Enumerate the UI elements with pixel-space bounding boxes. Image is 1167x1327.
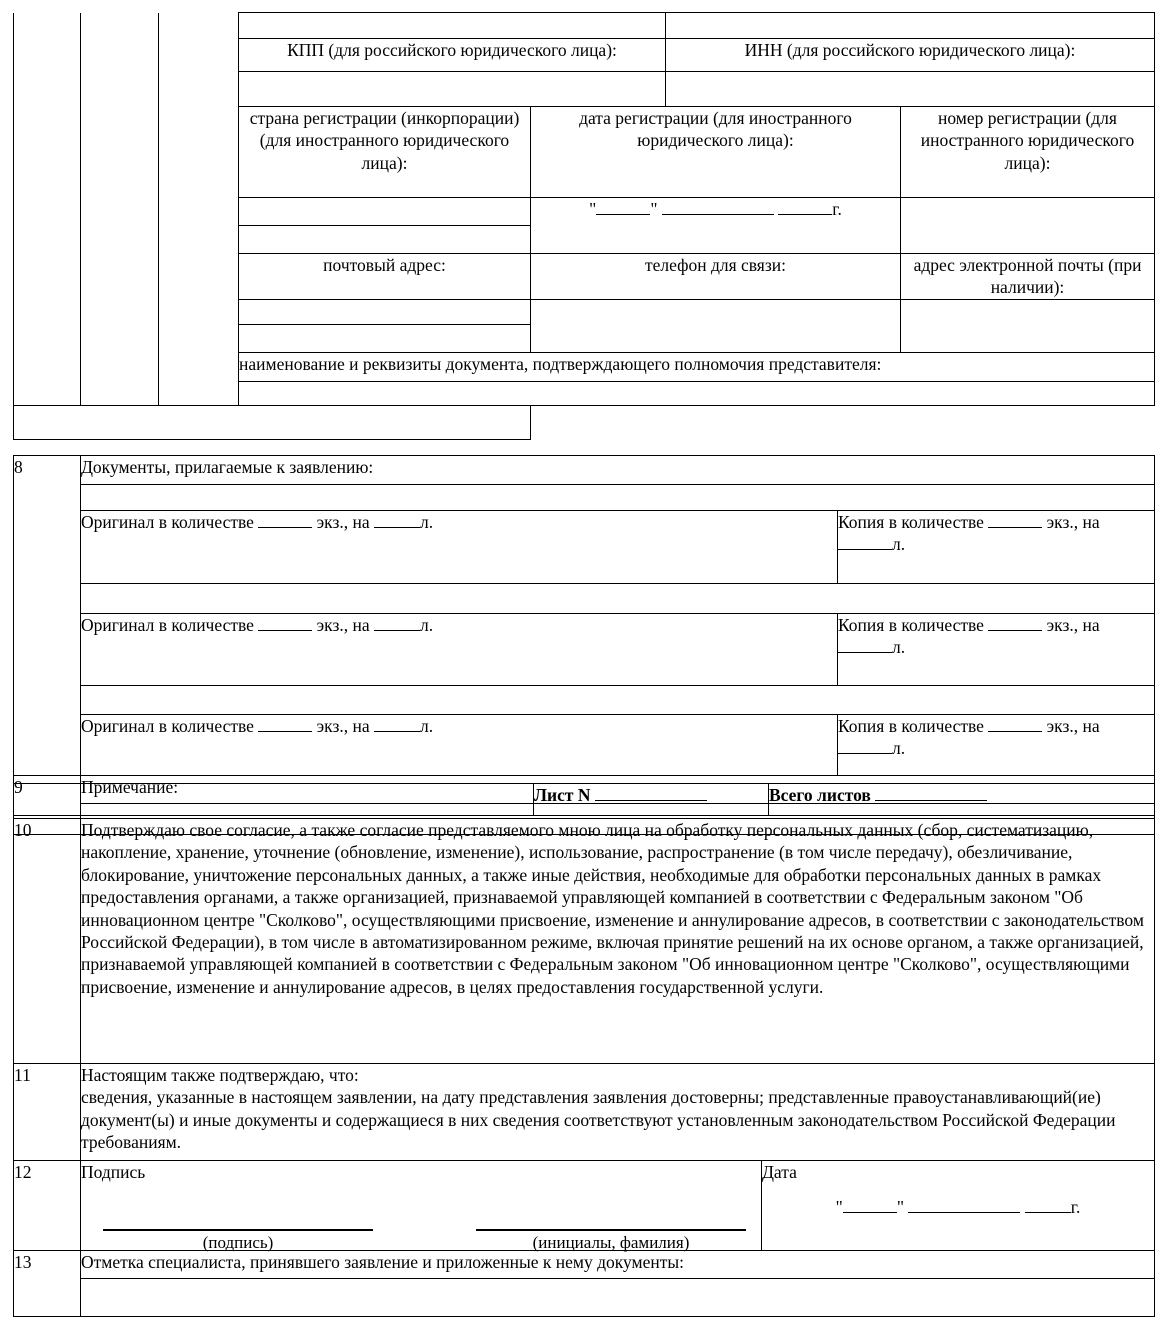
date-year-suffix: г.: [832, 199, 842, 219]
row-8-number: 8: [14, 456, 81, 776]
row-10-consent-text: Подтверждаю свое согласие, а также согласие представляемого мною лица на обработку персональных данных (сбор, систематизацию, накопление, хранение, уточнение (обновление, изменение), использование, распространение (в том числе передачу), обезличивание, блокирование, уничтожение персональных данных, а также иные действия, необходимые для обработки персональных данных в рамках предоставления органами, а также организацией, признаваемой управляющей компанией в соответствии с Федеральным законом "Об инновационном центре "Сколково", осуществляющими присвоение, изменение и аннулирование адресов, в соответствии с законодательством Российской Федерации), в том числе в автоматизированном режиме, включая принятие решений на их основе органом, а также организацией, признаваемой управляющей компанией в соответствии с Федеральным законом "Об инновационном центре "Сколково", осуществляющими присвоение, изменение и аннулирование адресов, в целях предоставления государственной услуги.: [81, 819, 1155, 1064]
original-prefix-1: Оригинал в количестве: [81, 512, 254, 532]
blank-cell-left[interactable]: [239, 13, 666, 39]
kpp-label: КПП (для российского юридического лица):: [239, 39, 666, 72]
row-11-number: 11: [14, 1064, 81, 1161]
row12-date-year-blank[interactable]: [1025, 1212, 1071, 1213]
row-11-line-2: сведения, указанные в настоящем заявлении, на дату представления заявления достоверны; представленные правоустанавливающий(ие) документ(ы) и иные документы и содержащиеся в них сведения соответствуют установленным законодательством Российской Федерации требованиям.: [81, 1087, 1116, 1153]
initials-caption: (инициалы, фамилия): [532, 1232, 690, 1252]
total-sheets-label: Всего листов: [769, 785, 871, 805]
original-sheets-blank-3[interactable]: [374, 731, 420, 732]
authority-document-input-line1[interactable]: [239, 381, 1155, 405]
original-mid-3: экз., на: [316, 716, 370, 736]
original-suffix-1: л.: [420, 512, 434, 532]
copy-sheets-blank-2[interactable]: [838, 652, 892, 653]
total-sheets-cell[interactable]: [769, 784, 1155, 816]
row12-date-month-blank[interactable]: [908, 1212, 1020, 1213]
sheet-number-blank[interactable]: [595, 800, 707, 801]
original-sheets-blank-1[interactable]: [374, 527, 420, 528]
row-8: [14, 456, 1155, 485]
row-10: [14, 819, 1155, 1064]
top-section-table: [13, 12, 1155, 440]
copy-count-blank-3[interactable]: [988, 731, 1042, 732]
row-12-number: 12: [14, 1161, 81, 1251]
original-suffix-2: л.: [420, 615, 434, 635]
row-13-input-row: [14, 1279, 1155, 1317]
row12-date-quote-close: ": [896, 1196, 904, 1217]
initials-write-line[interactable]: [476, 1229, 746, 1231]
original-entry-1[interactable]: [81, 511, 838, 584]
left-spacer-col-3: [159, 13, 239, 406]
number-registration-input[interactable]: [901, 198, 1155, 254]
original-entry-3[interactable]: [81, 715, 838, 776]
sheet-label: Лист N: [534, 785, 591, 805]
copy-suffix-1: л.: [892, 534, 906, 555]
row-8-spacer-2[interactable]: [81, 584, 1155, 614]
copy-count-blank-1[interactable]: [988, 527, 1042, 528]
row-13-number: 13: [14, 1251, 81, 1317]
row-8-blank-a: [14, 485, 1155, 511]
row12-date-quote-open: ": [835, 1196, 843, 1217]
copy-sheets-blank-3[interactable]: [838, 753, 892, 754]
country-registration-label: страна регистрации (инкорпорации) (для иностранного юридического лица):: [239, 107, 531, 198]
original-count-blank-1[interactable]: [258, 527, 312, 528]
row-8-spacer-3[interactable]: [81, 686, 1155, 715]
date-quote-close: ": [650, 199, 658, 219]
inn-label: ИНН (для российского юридического лица):: [666, 39, 1155, 72]
original-entry-2[interactable]: [81, 614, 838, 686]
copy-count-blank-2[interactable]: [988, 630, 1042, 631]
left-spacer-col-2: [81, 13, 159, 406]
original-prefix-3: Оригинал в количестве: [81, 716, 254, 736]
row-8-blank-b: [14, 584, 1155, 614]
row-13-title-row: [14, 1251, 1155, 1279]
signature-field-area[interactable]: [81, 1189, 762, 1251]
top-blank-row: [14, 13, 1155, 39]
original-sheets-blank-2[interactable]: [374, 630, 420, 631]
copy-suffix-2: л.: [892, 637, 906, 658]
copy-prefix-2: Копия в количестве: [838, 615, 984, 635]
sheet-number-table: [13, 783, 1155, 816]
kpp-input[interactable]: [239, 72, 666, 107]
original-mid-1: экз., на: [316, 512, 370, 532]
date-registration-label: дата регистрации (для иностранного юридического лица):: [531, 107, 901, 198]
original-prefix-2: Оригинал в количестве: [81, 615, 254, 635]
date-label: Дата: [762, 1161, 1155, 1189]
date-year-blank[interactable]: [778, 214, 832, 215]
email-input[interactable]: [901, 299, 1155, 352]
row-10-number: 10: [14, 819, 81, 1064]
country-registration-input-line1[interactable]: [239, 198, 531, 226]
copy-prefix-1: Копия в количестве: [838, 512, 984, 532]
sheet-row-empty: [14, 784, 534, 816]
copy-mid-1: экз., на: [1046, 512, 1100, 532]
authority-document-label: наименование и реквизиты документа, подтверждающего полномочия представителя:: [239, 352, 1155, 381]
copy-entry-3[interactable]: [838, 715, 1155, 776]
authority-input-row-b: [14, 405, 1155, 439]
sheet-number-cell[interactable]: [534, 784, 769, 816]
signature-caption: (подпись): [202, 1232, 274, 1252]
row-8-title: Документы, прилагаемые к заявлению:: [81, 456, 1155, 485]
number-registration-label: номер регистрации (для иностранного юридического лица):: [901, 107, 1155, 198]
copy-sheets-blank-1[interactable]: [838, 549, 892, 550]
original-mid-2: экз., на: [316, 615, 370, 635]
postal-address-label: почтовый адрес:: [239, 254, 531, 300]
original-suffix-3: л.: [420, 716, 434, 736]
copy-mid-2: экз., на: [1046, 615, 1100, 635]
row-11-confirmation: [81, 1064, 1155, 1161]
copy-suffix-3: л.: [892, 738, 906, 759]
date-month-blank[interactable]: [662, 214, 774, 215]
row12-date-day-blank[interactable]: [843, 1212, 897, 1213]
registration-date-field[interactable]: [531, 198, 901, 254]
email-label: адрес электронной почты (при наличии):: [901, 254, 1155, 300]
row-8-blank-c: [14, 686, 1155, 715]
sheet-number-row: [14, 784, 1155, 816]
row-8-spacer-1[interactable]: [81, 485, 1155, 511]
signature-write-line[interactable]: [103, 1229, 373, 1231]
postal-address-input-line2[interactable]: [239, 324, 531, 352]
original-count-blank-3[interactable]: [258, 731, 312, 732]
phone-label: телефон для связи:: [531, 254, 901, 300]
row-13-title: Отметка специалиста, принявшего заявление и приложенные к нему документы:: [81, 1251, 1155, 1279]
date-field-area[interactable]: [762, 1189, 1155, 1251]
total-sheets-blank[interactable]: [875, 800, 987, 801]
row-12-labels: [14, 1161, 1155, 1189]
copy-prefix-3: Копия в количестве: [838, 716, 984, 736]
copy-mid-3: экз., на: [1046, 716, 1100, 736]
row-9-number: 9: [14, 776, 81, 835]
date-day-blank[interactable]: [596, 214, 650, 215]
row-11-line-1: Настоящим также подтверждаю, что:: [81, 1065, 359, 1085]
authority-document-input-line2[interactable]: [14, 405, 531, 439]
row-9-title: Примечание:: [81, 776, 1155, 804]
row-13-specialist-input[interactable]: [81, 1279, 1155, 1317]
postal-address-input-line1[interactable]: [239, 299, 531, 324]
copy-entry-2[interactable]: [838, 614, 1155, 686]
attachment-entry-2: [14, 614, 1155, 686]
row-11: [14, 1064, 1155, 1161]
row12-date-year-suffix: г.: [1070, 1196, 1081, 1217]
date-quote-open: ": [589, 199, 597, 219]
blank-cell-right[interactable]: [666, 13, 1155, 39]
inn-input[interactable]: [666, 72, 1155, 107]
left-spacer-col-1: [14, 13, 81, 406]
country-registration-input-line2[interactable]: [239, 226, 531, 254]
lower-section-table: [13, 455, 1155, 835]
consent-section-table: [13, 818, 1155, 1317]
row-12-fields: [14, 1189, 1155, 1251]
phone-input[interactable]: [531, 299, 901, 352]
attachment-entry-3: [14, 715, 1155, 776]
original-count-blank-2[interactable]: [258, 630, 312, 631]
copy-entry-1[interactable]: [838, 511, 1155, 584]
attachment-entry-1: [14, 511, 1155, 584]
signature-label: Подпись: [81, 1161, 762, 1189]
